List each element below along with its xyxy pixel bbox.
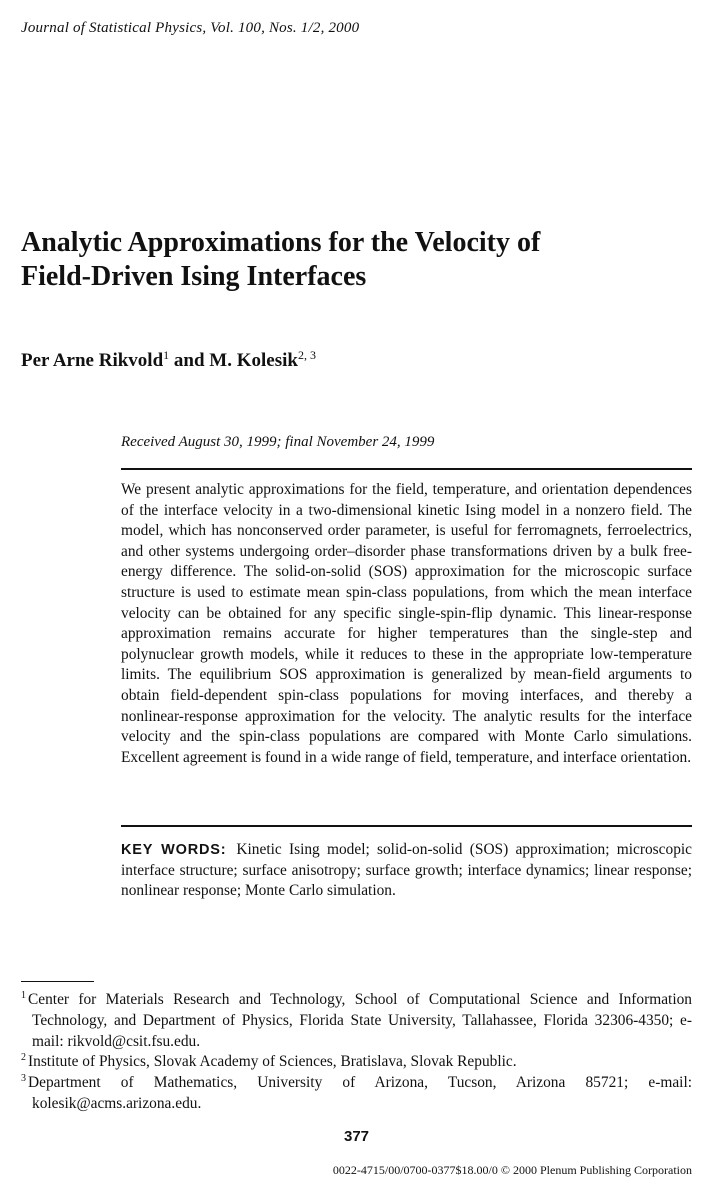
- publisher-imprint: 0022-4715/00/0700-0377$18.00/0 © 2000 Plenum Publishing Corporation: [332, 1163, 692, 1177]
- abstract-bottom-rule: [121, 825, 692, 827]
- author-list: [21, 350, 316, 372]
- footnote-2-text: Institute of Physics, Slovak Academy of Sciences, Bratislava, Slovak Republic.: [28, 1053, 517, 1071]
- footnote-rule: [21, 981, 94, 982]
- paper-title-line-2: Field-Driven Ising Interfaces: [21, 261, 367, 292]
- paper-title: [21, 226, 691, 294]
- footnote-1-mark: 1: [21, 990, 26, 1001]
- author-1-affiliation-mark: 1: [163, 348, 170, 362]
- footnote-2-mark: 2: [21, 1052, 26, 1064]
- footnote-3: [21, 1073, 692, 1115]
- keywords-text: Kinetic Ising model; solid-on-solid (SOS) approximation; microscopic interface structure; surface anisotropy; surface growth; interface dynamics; linear response; nonlinear response; Monte Carlo simulation.: [121, 841, 692, 900]
- footnote-3-mark: 3: [21, 1073, 26, 1085]
- received-dates: Received August 30, 1999; final November 24, 1999: [121, 434, 435, 450]
- author-2-name: M. Kolesik: [209, 350, 298, 371]
- abstract-text: We present analytic approximations for the field, temperature, and orientation dependences of the interface velocity in a two-dimensional kinetic Ising model in a nonzero field. The model, which has nonconserved order parameter, is useful for ferromagnets, ferroelectrics, and other systems undergoing order–disorder phase transformations driven by a bulk free-energy difference. The solid-on-solid (SOS) approximation for the microscopic surface structure is used to estimate mean spin-class populations, from which the mean interface velocity can be obtained for any specific single-spin-flip dynamic. This linear-response approximation remains accurate for higher temperatures than the single-step and polynuclear growth models, while it reduces to these in the appropriate low-temperature limits. The equilibrium SOS approximation is generalized by mean-field arguments to obtain field-dependent spin-class populations for moving interfaces, and thereby a nonlinear-response approximation for the velocity. The analytic results for the interface velocity and the spin-class populations are compared with Monte Carlo simulations. Excellent agreement is found in a wide range of field, temperature, and interface orientation.: [121, 481, 692, 766]
- footnotes: [21, 990, 692, 1115]
- abstract-top-rule: [121, 468, 692, 470]
- keywords-label: KEY WORDS:: [121, 842, 227, 858]
- author-2-affiliation-mark: 2, 3: [297, 348, 316, 362]
- author-1-name: Per Arne Rikvold: [21, 350, 164, 371]
- paper-title-line-1: Analytic Approximations for the Velocity of: [21, 227, 541, 258]
- footnote-1: [21, 990, 692, 1052]
- keywords-block: [121, 840, 692, 902]
- footnote-1-text: Center for Materials Research and Technology, School of Computational Science and Information Technology, and Department of Physics, Florida State University, Tallahassee, Florida 32306-4350; e-mail: rikvold@csit.fsu.edu.: [28, 991, 692, 1050]
- author-conjunction: and: [173, 350, 205, 371]
- footnote-3-text: Department of Mathematics, University of Arizona, Tucson, Arizona 85721; e-mail: kolesik@acms.arizona.edu.: [28, 1074, 692, 1112]
- journal-citation: Journal of Statistical Physics, Vol. 100, Nos. 1/2, 2000: [21, 20, 360, 36]
- footnote-2: [21, 1052, 692, 1073]
- page-number: 377: [343, 1128, 370, 1145]
